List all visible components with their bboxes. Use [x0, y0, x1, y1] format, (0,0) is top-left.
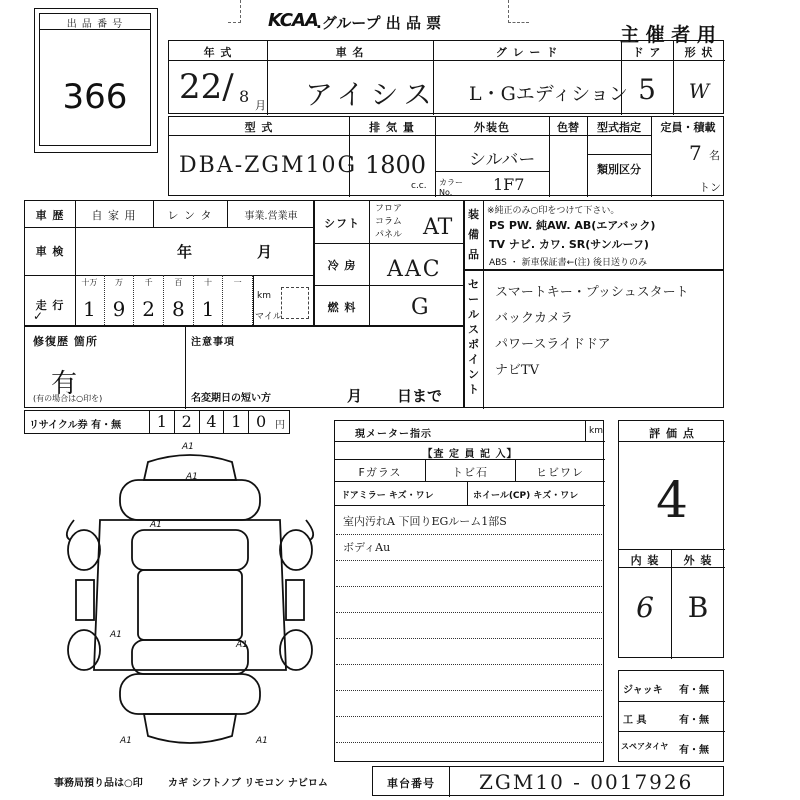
doors-value: 5	[638, 73, 656, 106]
meter-unit: km	[589, 426, 603, 436]
cc-unit: c.c.	[411, 181, 427, 191]
exterior-label: 外 装	[683, 554, 713, 567]
mileage-unit-label: 万	[114, 278, 123, 287]
mileage-digit: 9	[112, 297, 126, 321]
ton-unit: トン	[699, 181, 721, 194]
sale-point-3: パワースライドドア	[495, 337, 611, 352]
mileage-label: 走 行	[35, 299, 65, 312]
inspection-year: 年	[177, 243, 193, 261]
history-option-private: 自 家 用	[91, 209, 137, 222]
fuel-value: G	[411, 295, 429, 320]
mileage-check: ✓	[33, 309, 44, 323]
recycle-cells	[149, 411, 273, 433]
model-value: アイシス	[305, 78, 438, 111]
brand-logo: KCAA	[268, 10, 318, 31]
ac-label: 冷 房	[327, 259, 357, 272]
meter-label: 現メーター指示	[355, 429, 432, 440]
year-value: 22/	[179, 67, 234, 107]
accessory-spare-label: スペアタイヤ	[621, 742, 669, 751]
exterior-value: B	[687, 591, 709, 624]
mileage-unit-label: 百	[174, 278, 183, 287]
sale-points-label: セールスポイント	[468, 278, 479, 396]
inspection-month: 月	[257, 243, 273, 261]
inspection-label: 車 検	[35, 245, 65, 258]
eval-label: 評 価 点	[649, 427, 695, 440]
chassis-block	[372, 766, 724, 796]
inspector-label: 【査 定 員 記 入】	[422, 449, 518, 460]
lot-number: 366	[62, 77, 128, 117]
repair-block	[24, 326, 464, 408]
shift-option-column: コラム	[375, 217, 402, 227]
year-label: 年 式	[203, 46, 233, 59]
grades-block	[618, 420, 724, 658]
diagram-mark-3: A1	[150, 520, 162, 530]
owner-label: 主 催 者 用	[620, 24, 716, 46]
mile-label: マイル	[255, 312, 282, 322]
repair-note: (有の場合は○印を)	[33, 394, 103, 403]
color-no-label: カラー No.	[439, 178, 463, 197]
mileage-cell	[223, 275, 253, 327]
recycle-digit: 1	[223, 411, 248, 433]
equipment-label: 装 備 品	[468, 208, 479, 261]
mileage-unit-label: 十万	[81, 278, 98, 287]
history-option-rental: レ ン タ	[167, 209, 213, 222]
history-label: 車 歴	[35, 209, 65, 222]
glass-label: Fガラス	[358, 466, 402, 479]
shape-label: 形 状	[684, 46, 714, 59]
accessories-block	[618, 670, 724, 762]
mileage-unit-label: 一	[233, 278, 242, 287]
recycle-digit: 1	[149, 411, 174, 433]
glass-crack: ヒビワレ	[536, 466, 584, 479]
shift-option-panel: パネル	[375, 230, 403, 240]
month-value: 8	[239, 87, 250, 106]
lot-number-box	[34, 8, 158, 153]
shift-value: AT	[423, 215, 453, 240]
meter-note-1: 室内汚れA 下回りEGルーム1部S	[343, 515, 507, 528]
accessory-tools-label: 工 具	[623, 715, 647, 726]
expiry-day: 日まで	[397, 387, 443, 405]
equipment-line3: ABS ・ 新車保証書←(注) 後日送りのみ	[489, 258, 648, 268]
mileage-digit: 1	[82, 297, 96, 321]
diagram-mark-6: A1	[120, 736, 132, 746]
mileage-cell	[194, 275, 224, 327]
color-value: シルバー	[469, 150, 536, 170]
history-block	[24, 200, 314, 326]
wheel-label: ホイール(CP) キズ・ワレ	[473, 491, 579, 501]
recycle-digit: 2	[174, 411, 199, 433]
equipment-line2: TV ナビ. カワ. SR(サンルーフ)	[489, 238, 649, 251]
mileage-cell	[164, 275, 194, 327]
sale-point-2: バックカメラ	[495, 311, 574, 326]
mileage-cell	[134, 275, 164, 327]
meter-block	[334, 420, 604, 762]
recycle-digit: 4	[199, 411, 224, 433]
vehicle-info-row2	[168, 116, 724, 196]
diagram-mark-5: A1	[236, 640, 248, 650]
km-label: km	[257, 291, 271, 301]
mileage-digit: 8	[171, 297, 185, 321]
color-no-value: 1F7	[493, 175, 525, 194]
color-change-label: 色替	[557, 121, 579, 134]
office-items: カギ シフトノブ リモコン ナビロム	[168, 778, 328, 789]
diagram-mark-1: A1	[182, 442, 194, 452]
color-label: 外装色	[474, 121, 510, 134]
displacement-label: 排 気 量	[369, 121, 415, 134]
chassis-label: 車台番号	[387, 777, 435, 790]
mileage-unit-label: 千	[144, 278, 153, 287]
recycle-unit: 円	[275, 420, 285, 431]
type-label: 型 式	[244, 121, 274, 134]
shift-block	[314, 200, 464, 326]
type-value: DBA-ZGM10G	[179, 153, 358, 178]
group-title: .グループ 出 品 票	[316, 14, 442, 32]
repair-value: 有	[51, 369, 78, 399]
mileage-digit: 2	[142, 297, 156, 321]
accessory-jack-label: ジャッキ	[623, 685, 663, 696]
recycle-block	[24, 410, 290, 434]
mileage-cell	[105, 275, 135, 327]
sale-point-4: ナビTV	[495, 363, 540, 378]
grade-label: グ レ ー ド	[495, 46, 559, 59]
capacity-label: 定員・積載	[660, 121, 716, 134]
mileage-digit: 1	[201, 297, 215, 321]
office-note: 事務局預り品は○印	[54, 778, 143, 789]
chassis-value: ZGM10 - 0017926	[479, 770, 694, 794]
fuel-label: 燃 料	[327, 301, 357, 314]
sale-points-block	[464, 270, 724, 408]
recycle-label: リサイクル券 有・無	[29, 420, 122, 431]
shape-value: W	[688, 79, 710, 103]
repair-label: 修復歴 箇所	[33, 335, 98, 348]
capacity-value: 7	[689, 141, 702, 165]
expiry-month: 月	[347, 387, 363, 405]
accessory-jack-value: 有・無	[679, 685, 709, 696]
mileage-unit-label: 十	[203, 278, 212, 287]
type-designation-label: 型式指定	[597, 121, 641, 134]
diagram-mark-7: A1	[256, 736, 268, 746]
grade-value: L・Gエディション	[469, 83, 628, 105]
mileage-cells	[75, 275, 253, 327]
meter-note-2: ボディAu	[343, 541, 391, 554]
diagram-mark-4: A1	[110, 630, 122, 640]
equipment-line1: PS PW. 純AW. AB(エアバック)	[489, 219, 656, 232]
interior-value: 6	[636, 591, 654, 624]
capacity-unit: 名	[709, 149, 720, 162]
equipment-block	[464, 200, 724, 270]
mileage-cell	[75, 275, 105, 327]
equipment-note: ※純正のみ○印をつけて下さい。	[487, 206, 620, 216]
recycle-digit: 0	[248, 411, 273, 433]
model-label: 車 名	[335, 46, 365, 59]
glass-value: トビ石	[452, 466, 488, 479]
accessory-spare-value: 有・無	[679, 745, 709, 756]
category-label: 類別区分	[597, 163, 641, 176]
mileage-unit-box	[281, 287, 309, 319]
car-diagram	[60, 440, 320, 760]
accessory-tools-value: 有・無	[679, 715, 709, 726]
eval-value: 4	[656, 471, 688, 529]
caution-label: 注意事項	[191, 337, 235, 348]
month-unit: 月	[255, 99, 266, 112]
doors-label: ド ア	[632, 46, 662, 59]
shift-option-floor: フロア	[375, 204, 403, 214]
expiry-label: 名変期日の短い方	[191, 393, 271, 404]
lot-number-label: 出 品 番 号	[66, 19, 124, 30]
mirror-label: ドアミラー キズ・ワレ	[341, 491, 434, 501]
sale-point-1: スマートキー・プッシュスタート	[495, 285, 689, 300]
displacement-value: 1800	[365, 151, 427, 179]
shift-label: シフト	[324, 217, 360, 230]
history-option-business: 事業.営業車	[244, 211, 298, 222]
ac-value: AAC	[387, 257, 442, 282]
vehicle-info-row1	[168, 40, 724, 114]
interior-label: 内 装	[630, 554, 660, 567]
diagram-mark-2: A1	[186, 472, 198, 482]
